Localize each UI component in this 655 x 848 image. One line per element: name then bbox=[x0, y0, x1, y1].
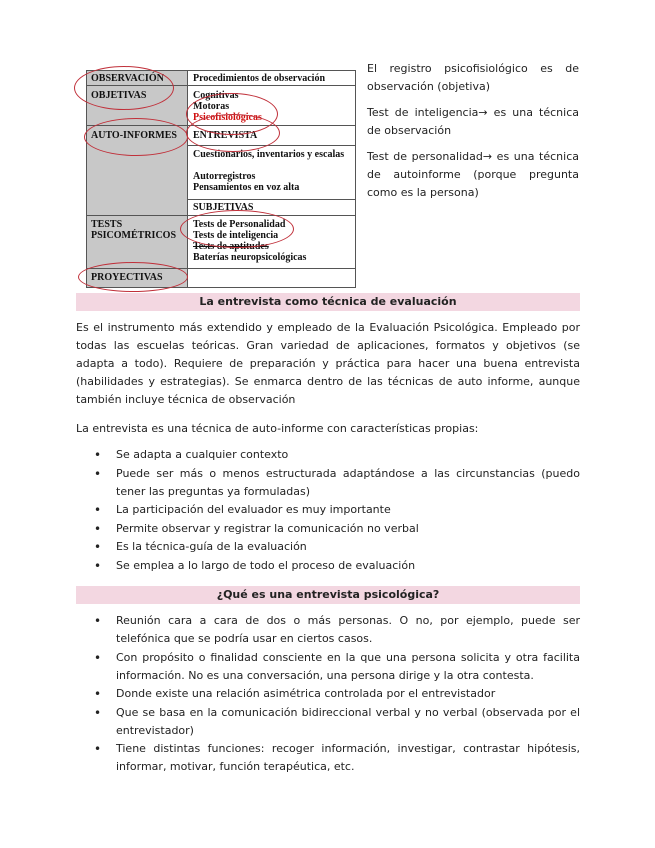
table-rule bbox=[187, 199, 355, 200]
list-item: • Puede ser más o menos estructurada adaptándose a las circunstancias (puedo tener las preguntas ya formuladas) bbox=[94, 466, 580, 498]
list-item: • Que se basa en la comunicación bidireccional verbal y no verbal (observada por el entrevistador) bbox=[94, 705, 580, 737]
list-item: • Permite observar y registrar la comunicación no verbal bbox=[94, 521, 419, 536]
annotation-oval-psicofisiologicas bbox=[186, 93, 278, 135]
bullet-icon: • bbox=[94, 687, 102, 701]
bullet-icon: • bbox=[94, 448, 102, 462]
section-heading-entrevista: La entrevista como técnica de evaluación bbox=[76, 293, 580, 311]
row-auto-informes: AUTO-INFORMES bbox=[91, 130, 177, 141]
item-tests-aptitudes: Tests de aptitudes bbox=[193, 241, 269, 252]
annotation-oval-tests bbox=[180, 210, 294, 248]
bullet-icon: • bbox=[94, 705, 102, 720]
item-cuestionarios: Cuestionarios, inventarios y escalas bbox=[193, 149, 345, 160]
section-heading-que-es: ¿Qué es una entrevista psicológica? bbox=[76, 586, 580, 604]
header-procedimientos: Procedimientos de observación bbox=[193, 73, 326, 84]
row-proyectivas: PROYECTIVAS bbox=[91, 272, 163, 283]
bullet-icon: • bbox=[94, 521, 102, 536]
row-objetivas: OBJETIVAS bbox=[91, 90, 147, 101]
item-cognitivas: Cognitivas bbox=[193, 90, 239, 101]
item-tests-personalidad: Tests de Personalidad bbox=[193, 219, 286, 230]
list-item: • Tiene distintas funciones: recoger información, investigar, contrastar hipótesis, informar, motivar, función terapéutica, etc. bbox=[94, 742, 580, 773]
item-psicofisiologicas: Psicofisiológicas bbox=[193, 112, 262, 123]
side-notes bbox=[367, 60, 579, 210]
row-tests-psicometricos: TESTS PSICOMÉTRICOS bbox=[91, 219, 177, 241]
list-item: • Con propósito o finalidad consciente en la que una persona solicita y otra facilita información. No es una conversación, una persona dirige y la otra contesta. bbox=[94, 650, 580, 682]
list-item: • Es la técnica-guía de la evaluación bbox=[94, 540, 307, 554]
bullet-icon: • bbox=[94, 650, 102, 665]
annotation-oval-autoinformes bbox=[84, 118, 188, 156]
definition-list bbox=[76, 612, 580, 777]
bullet-icon: • bbox=[94, 466, 102, 481]
bullet-icon: • bbox=[94, 540, 102, 554]
item-autorregistros: Autorregistros bbox=[193, 171, 256, 182]
list-item: • Reunión cara a cara de dos o más personas. O no, por ejemplo, puede ser telefónica que se podría usar en ciertos casos. bbox=[94, 614, 580, 645]
bullet-icon: • bbox=[94, 742, 102, 756]
annotation-oval-proyectivas bbox=[78, 262, 188, 292]
features-intro: La entrevista es una técnica de auto-informe con características propias: bbox=[76, 422, 479, 435]
note-inteligencia: Test de inteligencia→ es una técnica de observación bbox=[367, 106, 579, 137]
item-subjetivas: SUBJETIVAS bbox=[193, 202, 254, 213]
bullet-icon: • bbox=[94, 558, 102, 573]
features-list bbox=[76, 446, 580, 575]
bullet-icon: • bbox=[94, 614, 102, 628]
note-personalidad: Test de personalidad→ es una técnica de autoinforme (porque pregunta como es la persona) bbox=[367, 150, 579, 199]
bullet-icon: • bbox=[94, 503, 102, 517]
list-item: • Se adapta a cualquier contexto bbox=[94, 448, 289, 462]
list-item: • La participación del evaluador es muy importante bbox=[94, 503, 391, 517]
list-item: • Donde existe una relación asimétrica controlada por el entrevistador bbox=[94, 687, 496, 701]
item-tests-inteligencia: Tests de inteligencia bbox=[193, 230, 279, 241]
row-observacion: OBSERVACIÓN bbox=[91, 73, 164, 84]
annotation-oval-observacion bbox=[74, 66, 174, 110]
list-item: • Se emplea a lo largo de todo el proceso de evaluación bbox=[94, 558, 416, 573]
item-motoras: Motoras bbox=[193, 101, 230, 112]
intro-paragraph: Es el instrumento más extendido y empleado de la Evaluación Psicológica. Empleado por todas las escuelas teóricas. Gran variedad de aplicaciones, formatos y objetivos (se adapta a todo). Requiere de preparación y práctica para hacer una buena entrevista (habilidades y estrategias). Se enmarca dentro de las técnicas de auto informe, aunque también incluye técnica de observación bbox=[76, 321, 580, 406]
item-pensamientos: Pensamientos en voz alta bbox=[193, 182, 300, 193]
item-baterias: Baterías neuropsicológicas bbox=[193, 252, 307, 263]
item-entrevista: ENTREVISTA bbox=[193, 130, 258, 141]
note-registro: El registro psicofisiológico es de observación (objetiva) bbox=[367, 62, 579, 93]
